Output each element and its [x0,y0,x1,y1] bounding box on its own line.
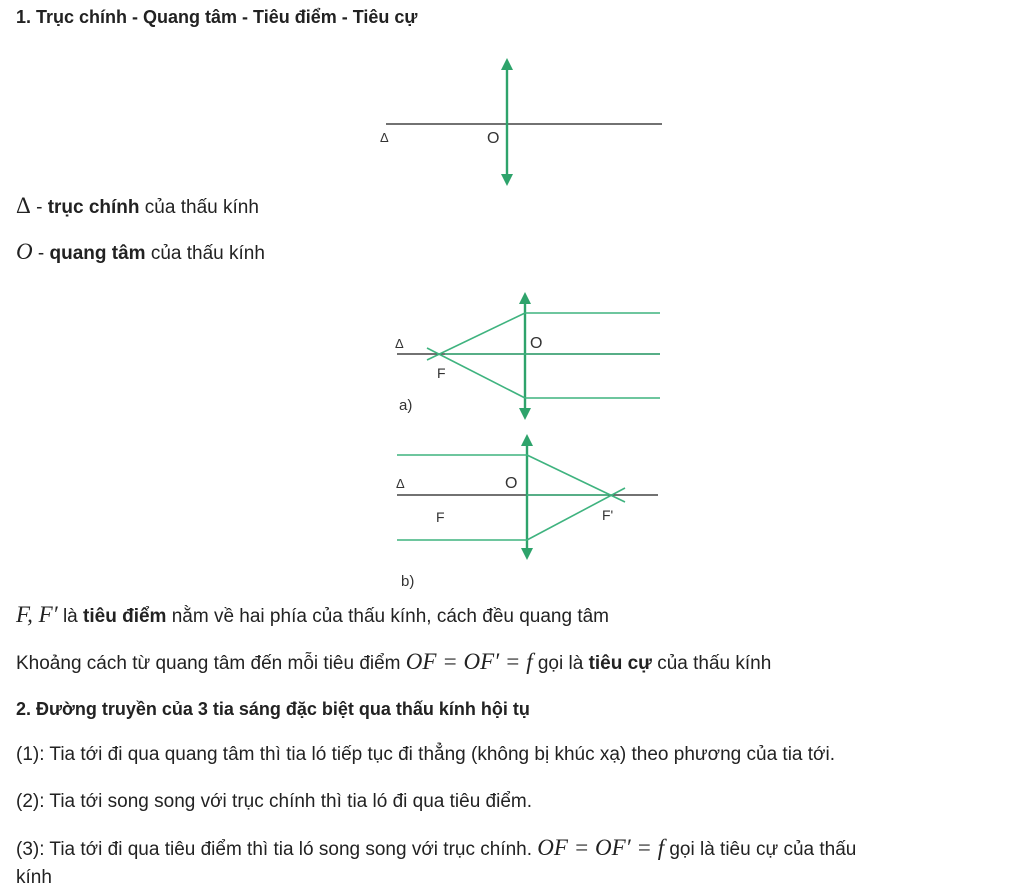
focus-label-b: F [436,509,445,525]
axis-label-a: Δ [395,336,404,351]
lens-b-arrow-top [521,434,533,446]
diagram-b [396,434,658,590]
definition-optical-center: O - quang tâm của thấu kính [16,239,265,264]
term-principal-axis: trục chính [47,197,140,218]
focus-label-a: F [437,365,446,381]
axis-label: Δ [380,130,389,145]
focal-formula: OF = OF′ = f [405,649,533,674]
center-label-b: O [505,475,518,492]
term-focal-length: tiêu cự [588,653,652,674]
term-focus: tiêu điểm [83,606,167,627]
axis-label-b: Δ [396,476,405,491]
delta-symbol: Δ [16,193,31,218]
lens-b-arrow-bottom [521,548,533,560]
caption-b: b) [401,573,415,590]
lens-a-arrow-top [519,292,531,304]
section-2-heading: 2. Đường truyền của 3 tia sáng đặc biệt qua thấu kính hội tụ [16,699,530,719]
definition-focus: F, F′ là tiêu điểm nằm về hai phía của thấu kính, cách đều quang tâm [16,602,610,627]
f-symbol: F, F′ [16,602,58,627]
ray-a-top-out [427,313,525,360]
lens-a-arrow-bottom [519,408,531,420]
center-label-a: O [530,335,543,352]
section-1-heading: 1. Trục chính - Quang tâm - Tiêu điểm - Tiêu cự [16,7,418,27]
ray-rule-2: (2): Tia tới song song với trục chính thì tia ló đi qua tiêu điểm. [16,791,533,812]
center-label: O [487,130,500,147]
definition-focal-length: Khoảng cách từ quang tâm đến mỗi tiêu điểm OF = OF′ = f gọi là tiêu cự của thấu kính [16,649,772,674]
ray3-formula: OF = OF′ = f [537,835,665,860]
definition-principal-axis: Δ - trục chính của thấu kính [16,193,259,218]
term-optical-center: quang tâm [49,243,146,264]
o-symbol: O [16,239,33,264]
ray-rule-3-wrap: kính [16,867,52,888]
ray-rule-1: (1): Tia tới đi qua quang tâm thì tia ló tiếp tục đi thẳng (không bị khúc xạ) theo phương của tia tới. [16,744,836,765]
diagram-a [395,292,660,420]
focus2-label-b: F' [602,507,614,523]
caption-a: a) [399,397,413,414]
ray-rule-3: (3): Tia tới đi qua tiêu điểm thì tia ló song song với trục chính. OF = OF′ = f gọi là tiêu cự của thấu [16,835,857,860]
